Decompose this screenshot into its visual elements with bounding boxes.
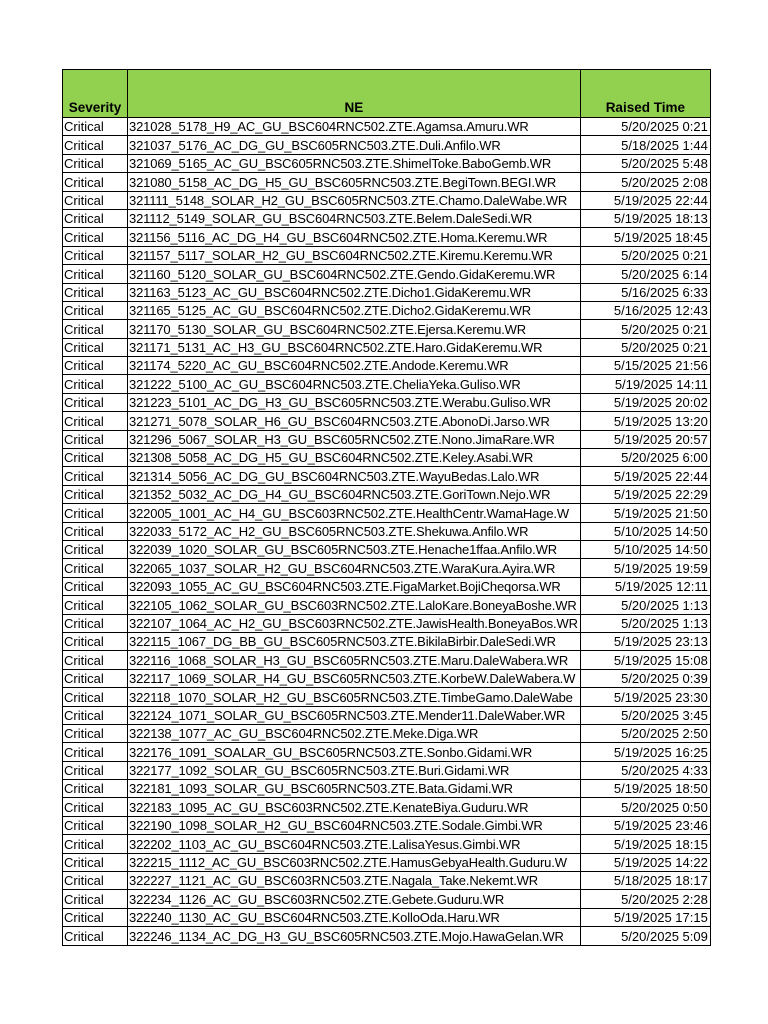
table-row xyxy=(63,780,711,798)
ne-cell: 321112_5149_SOLAR_GU_BSC604RNC503.ZTE.Belem.DaleSedi.WR xyxy=(128,209,581,227)
raised-time-cell: 5/19/2025 16:25 xyxy=(580,743,710,761)
ne-cell: 322005_1001_AC_H4_GU_BSC603RNC502.ZTE.HealthCentr.WamaHage.W xyxy=(128,504,581,522)
ne-cell: 322190_1098_SOLAR_H2_GU_BSC604RNC503.ZTE.Sodale.Gimbi.WR xyxy=(128,816,581,834)
raised-time-cell: 5/18/2025 1:44 xyxy=(580,136,710,154)
table-row xyxy=(63,228,711,246)
severity-cell: Critical xyxy=(63,393,128,411)
raised-time-cell: 5/20/2025 1:13 xyxy=(580,614,710,632)
ne-cell: 322138_1077_AC_GU_BSC604RNC502.ZTE.Meke.Diga.WR xyxy=(128,724,581,742)
severity-cell: Critical xyxy=(63,320,128,338)
raised-time-cell: 5/19/2025 23:13 xyxy=(580,632,710,650)
ne-cell: 322215_1112_AC_GU_BSC603RNC502.ZTE.HamusGebyaHealth.Guduru.W xyxy=(128,853,581,871)
severity-cell: Critical xyxy=(63,688,128,706)
table-row xyxy=(63,522,711,540)
raised-time-cell: 5/20/2025 0:21 xyxy=(580,320,710,338)
ne-cell: 322039_1020_SOLAR_GU_BSC605RNC503.ZTE.Henache1ffaa.Anfilo.WR xyxy=(128,540,581,558)
table-row xyxy=(63,449,711,467)
severity-cell: Critical xyxy=(63,835,128,853)
severity-cell: Critical xyxy=(63,724,128,742)
raised-time-cell: 5/18/2025 18:17 xyxy=(580,872,710,890)
table-row xyxy=(63,301,711,319)
ne-cell: 322227_1121_AC_GU_BSC603RNC503.ZTE.Nagala_Take.Nekemt.WR xyxy=(128,872,581,890)
severity-cell: Critical xyxy=(63,449,128,467)
table-row xyxy=(63,614,711,632)
ne-cell: 322115_1067_DG_BB_GU_BSC605RNC503.ZTE.BikilaBirbir.DaleSedi.WR xyxy=(128,632,581,650)
ne-cell: 322183_1095_AC_GU_BSC603RNC502.ZTE.KenateBiya.Guduru.WR xyxy=(128,798,581,816)
raised-time-cell: 5/19/2025 20:02 xyxy=(580,393,710,411)
severity-cell: Critical xyxy=(63,632,128,650)
raised-time-cell: 5/20/2025 2:08 xyxy=(580,173,710,191)
ne-cell: 322117_1069_SOLAR_H4_GU_BSC605RNC503.ZTE.KorbeW.DaleWabera.W xyxy=(128,669,581,687)
ne-cell: 321160_5120_SOLAR_GU_BSC604RNC502.ZTE.Gendo.GidaKeremu.WR xyxy=(128,265,581,283)
raised-time-cell: 5/20/2025 0:21 xyxy=(580,338,710,356)
raised-time-cell: 5/19/2025 19:59 xyxy=(580,559,710,577)
table-row xyxy=(63,375,711,393)
table-row xyxy=(63,191,711,209)
ne-cell: 321296_5067_SOLAR_H3_GU_BSC605RNC502.ZTE.Nono.JimaRare.WR xyxy=(128,430,581,448)
severity-cell: Critical xyxy=(63,927,128,945)
severity-cell: Critical xyxy=(63,798,128,816)
table-row xyxy=(63,136,711,154)
table-row xyxy=(63,504,711,522)
ne-cell: 321314_5056_AC_DG_GU_BSC604RNC503.ZTE.WayuBedas.Lalo.WR xyxy=(128,467,581,485)
raised-time-cell: 5/15/2025 21:56 xyxy=(580,357,710,375)
ne-cell: 322105_1062_SOLAR_GU_BSC603RNC502.ZTE.LaloKare.BoneyaBoshe.WR xyxy=(128,596,581,614)
ne-cell: 321080_5158_AC_DG_H5_GU_BSC605RNC503.ZTE.BegiTown.BEGI.WR xyxy=(128,173,581,191)
severity-cell: Critical xyxy=(63,761,128,779)
header-row xyxy=(63,70,711,118)
severity-cell: Critical xyxy=(63,430,128,448)
table-row xyxy=(63,908,711,926)
ne-cell: 321111_5148_SOLAR_H2_GU_BSC605RNC503.ZTE.Chamo.DaleWabe.WR xyxy=(128,191,581,209)
table-row xyxy=(63,651,711,669)
raised-time-cell: 5/19/2025 18:45 xyxy=(580,228,710,246)
severity-cell: Critical xyxy=(63,743,128,761)
raised-time-cell: 5/19/2025 23:46 xyxy=(580,816,710,834)
severity-cell: Critical xyxy=(63,780,128,798)
raised-time-cell: 5/19/2025 14:11 xyxy=(580,375,710,393)
table-row xyxy=(63,430,711,448)
ne-cell: 322177_1092_SOLAR_GU_BSC605RNC503.ZTE.Buri.Gidami.WR xyxy=(128,761,581,779)
table-row xyxy=(63,338,711,356)
ne-cell: 322202_1103_AC_GU_BSC604RNC503.ZTE.LalisaYesus.Gimbi.WR xyxy=(128,835,581,853)
severity-cell: Critical xyxy=(63,246,128,264)
table-row xyxy=(63,173,711,191)
ne-cell: 322234_1126_AC_GU_BSC603RNC502.ZTE.Gebete.Guduru.WR xyxy=(128,890,581,908)
raised-time-cell: 5/20/2025 2:50 xyxy=(580,724,710,742)
raised-time-cell: 5/10/2025 14:50 xyxy=(580,540,710,558)
table-row xyxy=(63,467,711,485)
table-row xyxy=(63,816,711,834)
severity-cell: Critical xyxy=(63,596,128,614)
raised-time-cell: 5/20/2025 0:39 xyxy=(580,669,710,687)
raised-time-cell: 5/19/2025 23:30 xyxy=(580,688,710,706)
raised-time-header: Raised Time xyxy=(580,70,710,118)
table-row xyxy=(63,559,711,577)
table-row xyxy=(63,577,711,595)
table-row xyxy=(63,320,711,338)
severity-cell: Critical xyxy=(63,522,128,540)
raised-time-cell: 5/19/2025 18:13 xyxy=(580,209,710,227)
raised-time-cell: 5/19/2025 22:29 xyxy=(580,485,710,503)
raised-time-cell: 5/19/2025 18:15 xyxy=(580,835,710,853)
ne-header: NE xyxy=(128,70,581,118)
severity-cell: Critical xyxy=(63,853,128,871)
table-row xyxy=(63,357,711,375)
severity-cell: Critical xyxy=(63,209,128,227)
raised-time-cell: 5/20/2025 1:13 xyxy=(580,596,710,614)
table-row xyxy=(63,872,711,890)
severity-cell: Critical xyxy=(63,412,128,430)
ne-cell: 322246_1134_AC_DG_H3_GU_BSC605RNC503.ZTE.Mojo.HawaGelan.WR xyxy=(128,927,581,945)
severity-cell: Critical xyxy=(63,504,128,522)
ne-cell: 322107_1064_AC_H2_GU_BSC603RNC502.ZTE.JawisHealth.BoneyaBos.WR xyxy=(128,614,581,632)
table-row xyxy=(63,596,711,614)
table-row xyxy=(63,761,711,779)
table-row xyxy=(63,835,711,853)
raised-time-cell: 5/20/2025 3:45 xyxy=(580,706,710,724)
table-row xyxy=(63,393,711,411)
raised-time-cell: 5/20/2025 0:21 xyxy=(580,118,710,136)
ne-cell: 322118_1070_SOLAR_H2_GU_BSC605RNC503.ZTE.TimbeGamo.DaleWabe xyxy=(128,688,581,706)
table-row xyxy=(63,283,711,301)
table-row xyxy=(63,669,711,687)
severity-cell: Critical xyxy=(63,669,128,687)
raised-time-cell: 5/19/2025 17:15 xyxy=(580,908,710,926)
ne-cell: 321174_5220_AC_GU_BSC604RNC502.ZTE.Andode.Keremu.WR xyxy=(128,357,581,375)
ne-cell: 322065_1037_SOLAR_H2_GU_BSC604RNC503.ZTE.WaraKura.Ayira.WR xyxy=(128,559,581,577)
table-body xyxy=(63,118,711,946)
severity-header: Severity xyxy=(63,70,128,118)
ne-cell: 321271_5078_SOLAR_H6_GU_BSC604RNC503.ZTE.AbonoDi.Jarso.WR xyxy=(128,412,581,430)
ne-cell: 321037_5176_AC_DG_GU_BSC605RNC503.ZTE.Duli.Anfilo.WR xyxy=(128,136,581,154)
ne-cell: 322240_1130_AC_GU_BSC604RNC503.ZTE.KolloOda.Haru.WR xyxy=(128,908,581,926)
table-row xyxy=(63,246,711,264)
severity-cell: Critical xyxy=(63,559,128,577)
raised-time-cell: 5/16/2025 6:33 xyxy=(580,283,710,301)
raised-time-cell: 5/20/2025 0:21 xyxy=(580,246,710,264)
ne-cell: 321157_5117_SOLAR_H2_GU_BSC604RNC502.ZTE.Kiremu.Keremu.WR xyxy=(128,246,581,264)
ne-cell: 321156_5116_AC_DG_H4_GU_BSC604RNC502.ZTE.Homa.Keremu.WR xyxy=(128,228,581,246)
raised-time-cell: 5/19/2025 20:57 xyxy=(580,430,710,448)
ne-cell: 322033_5172_AC_H2_GU_BSC605RNC503.ZTE.Shekuwa.Anfilo.WR xyxy=(128,522,581,540)
severity-cell: Critical xyxy=(63,118,128,136)
severity-cell: Critical xyxy=(63,375,128,393)
ne-cell: 322124_1071_SOLAR_GU_BSC605RNC503.ZTE.Mender11.DaleWaber.WR xyxy=(128,706,581,724)
severity-cell: Critical xyxy=(63,816,128,834)
severity-cell: Critical xyxy=(63,651,128,669)
ne-cell: 321028_5178_H9_AC_GU_BSC604RNC502.ZTE.Agamsa.Amuru.WR xyxy=(128,118,581,136)
raised-time-cell: 5/19/2025 15:08 xyxy=(580,651,710,669)
severity-cell: Critical xyxy=(63,136,128,154)
raised-time-cell: 5/19/2025 13:20 xyxy=(580,412,710,430)
raised-time-cell: 5/20/2025 5:48 xyxy=(580,154,710,172)
raised-time-cell: 5/20/2025 0:50 xyxy=(580,798,710,816)
ne-cell: 322181_1093_SOLAR_GU_BSC605RNC503.ZTE.Bata.Gidami.WR xyxy=(128,780,581,798)
severity-cell: Critical xyxy=(63,467,128,485)
ne-cell: 322176_1091_SOALAR_GU_BSC605RNC503.ZTE.Sonbo.Gidami.WR xyxy=(128,743,581,761)
severity-cell: Critical xyxy=(63,338,128,356)
ne-cell: 321170_5130_SOLAR_GU_BSC604RNC502.ZTE.Ejersa.Keremu.WR xyxy=(128,320,581,338)
raised-time-cell: 5/19/2025 14:22 xyxy=(580,853,710,871)
ne-cell: 321223_5101_AC_DG_H3_GU_BSC605RNC503.ZTE.Werabu.Guliso.WR xyxy=(128,393,581,411)
severity-cell: Critical xyxy=(63,154,128,172)
table-row xyxy=(63,540,711,558)
severity-cell: Critical xyxy=(63,301,128,319)
ne-cell: 321308_5058_AC_DG_H5_GU_BSC604RNC502.ZTE.Keley.Asabi.WR xyxy=(128,449,581,467)
table-row xyxy=(63,688,711,706)
raised-time-cell: 5/19/2025 21:50 xyxy=(580,504,710,522)
raised-time-cell: 5/20/2025 2:28 xyxy=(580,890,710,908)
table-row xyxy=(63,724,711,742)
raised-time-cell: 5/19/2025 22:44 xyxy=(580,191,710,209)
ne-cell: 321163_5123_AC_GU_BSC604RNC502.ZTE.Dicho1.GidaKeremu.WR xyxy=(128,283,581,301)
alarm-table xyxy=(62,69,711,946)
severity-cell: Critical xyxy=(63,228,128,246)
raised-time-cell: 5/20/2025 6:14 xyxy=(580,265,710,283)
raised-time-cell: 5/20/2025 6:00 xyxy=(580,449,710,467)
table-row xyxy=(63,743,711,761)
raised-time-cell: 5/16/2025 12:43 xyxy=(580,301,710,319)
raised-time-cell: 5/19/2025 22:44 xyxy=(580,467,710,485)
raised-time-cell: 5/20/2025 4:33 xyxy=(580,761,710,779)
ne-cell: 321069_5165_AC_GU_BSC605RNC503.ZTE.ShimelToke.BaboGemb.WR xyxy=(128,154,581,172)
raised-time-cell: 5/10/2025 14:50 xyxy=(580,522,710,540)
severity-cell: Critical xyxy=(63,577,128,595)
severity-cell: Critical xyxy=(63,485,128,503)
severity-cell: Critical xyxy=(63,706,128,724)
table-row xyxy=(63,853,711,871)
severity-cell: Critical xyxy=(63,540,128,558)
ne-cell: 321165_5125_AC_GU_BSC604RNC502.ZTE.Dicho2.GidaKeremu.WR xyxy=(128,301,581,319)
ne-cell: 321171_5131_AC_H3_GU_BSC604RNC502.ZTE.Haro.GidaKeremu.WR xyxy=(128,338,581,356)
table-row xyxy=(63,412,711,430)
ne-cell: 321352_5032_AC_DG_H4_GU_BSC604RNC503.ZTE.GoriTown.Nejo.WR xyxy=(128,485,581,503)
table-row xyxy=(63,485,711,503)
severity-cell: Critical xyxy=(63,908,128,926)
severity-cell: Critical xyxy=(63,357,128,375)
table-row xyxy=(63,890,711,908)
table-row xyxy=(63,706,711,724)
table-row xyxy=(63,265,711,283)
ne-cell: 322116_1068_SOLAR_H3_GU_BSC605RNC503.ZTE.Maru.DaleWabera.WR xyxy=(128,651,581,669)
ne-cell: 322093_1055_AC_GU_BSC604RNC503.ZTE.FigaMarket.BojiCheqorsa.WR xyxy=(128,577,581,595)
table-row xyxy=(63,118,711,136)
table-row xyxy=(63,154,711,172)
severity-cell: Critical xyxy=(63,173,128,191)
table-row xyxy=(63,632,711,650)
severity-cell: Critical xyxy=(63,614,128,632)
table-row xyxy=(63,798,711,816)
raised-time-cell: 5/20/2025 5:09 xyxy=(580,927,710,945)
raised-time-cell: 5/19/2025 18:50 xyxy=(580,780,710,798)
severity-cell: Critical xyxy=(63,265,128,283)
severity-cell: Critical xyxy=(63,890,128,908)
raised-time-cell: 5/19/2025 12:11 xyxy=(580,577,710,595)
table-row xyxy=(63,927,711,945)
severity-cell: Critical xyxy=(63,872,128,890)
severity-cell: Critical xyxy=(63,191,128,209)
severity-cell: Critical xyxy=(63,283,128,301)
ne-cell: 321222_5100_AC_GU_BSC604RNC503.ZTE.CheliaYeka.Guliso.WR xyxy=(128,375,581,393)
table-row xyxy=(63,209,711,227)
